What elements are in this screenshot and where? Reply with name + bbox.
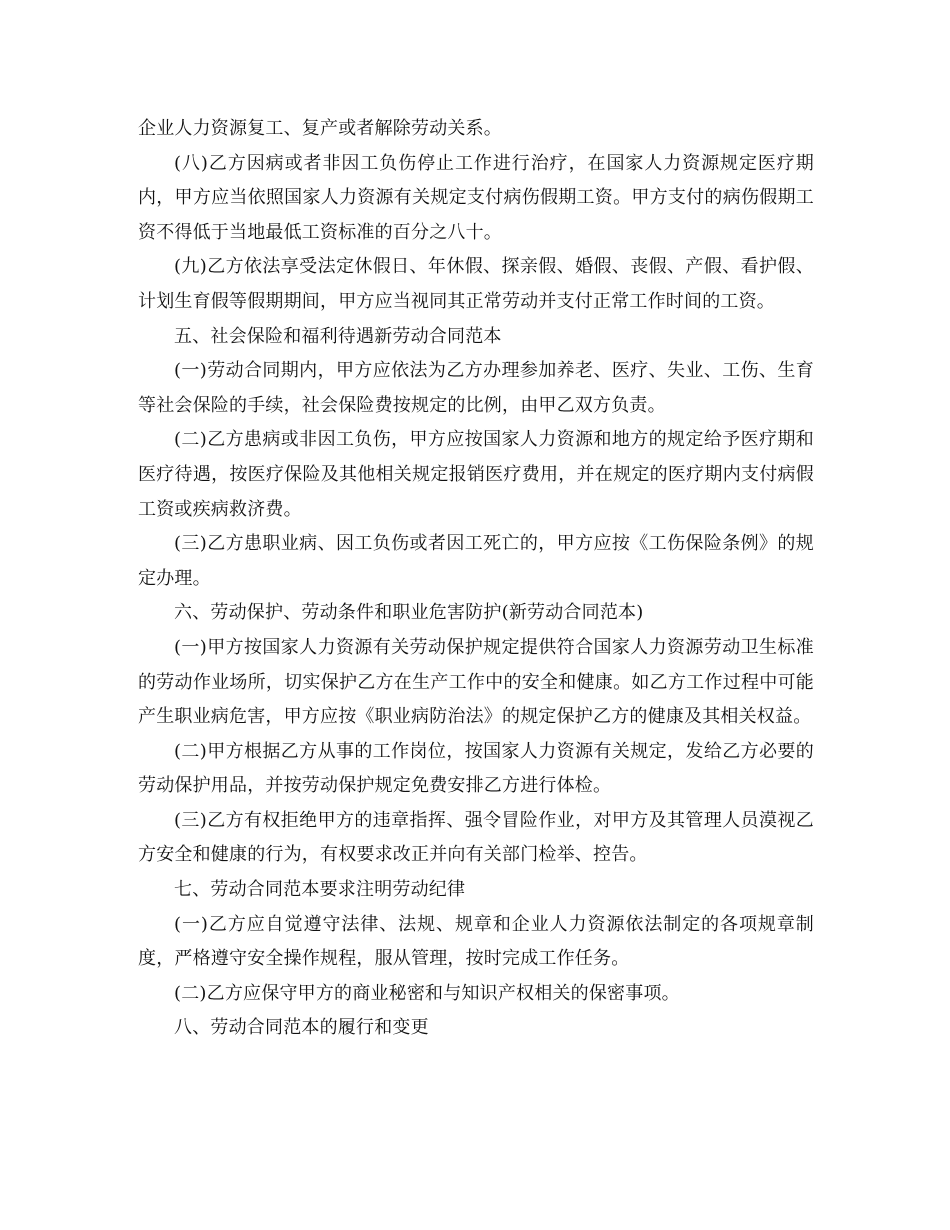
paragraph-section7-item-1: (一)乙方应自觉遵守法律、法规、规章和企业人力资源依法制定的各项规章制度，严格遵守安全操作规程，服从管理，按时完成工作任务。: [138, 913, 814, 970]
paragraph-section5-item-3: (三)乙方患职业病、因工负伤或者因工死亡的，甲方应按《工伤保险条例》的规定办理。: [138, 533, 814, 589]
paragraph-section6-item-1: (一)甲方按国家人力资源有关劳动保护规定提供符合国家人力资源劳动卫生标准的劳动作业场所，切实保护乙方在生产工作中的安全和健康。如乙方工作过程中可能产生职业病危害，甲方应按《职业病防治法》的规定保护乙方的健康及其相关权益。: [138, 636, 814, 728]
paragraph-item-9: (九)乙方依法享受法定休假日、年休假、探亲假、婚假、丧假、产假、看护假、计划生育假等假期期间，甲方应当视同其正常劳动并支付正常工作时间的工资。: [138, 256, 814, 312]
section-heading-6: 六、劳动保护、劳动条件和职业危害防护(新劳动合同范本): [174, 602, 644, 624]
paragraph-continuation: 企业人力资源复工、复产或者解除劳动关系。: [138, 118, 502, 139]
paragraph-item-8: (八)乙方因病或者非因工负伤停止工作进行治疗，在国家人力资源规定医疗期内，甲方应当依照国家人力资源有关规定支付病伤假期工资。甲方支付的病伤假期工资不得低于当地最低工资标准的百分之八十。: [138, 152, 814, 243]
section-heading-7: 七、劳动合同范本要求注明劳动纪律: [174, 879, 466, 901]
paragraph-section6-item-2: (二)甲方根据乙方从事的工作岗位，按国家人力资源有关规定，发给乙方必要的劳动保护用品，并按劳动保护规定免费安排乙方进行体检。: [138, 740, 814, 797]
section-heading-5: 五、社会保险和福利待遇新劳动合同范本: [174, 325, 502, 347]
paragraph-section5-item-2: (二)乙方患病或非因工负伤，甲方应按国家人力资源和地方的规定给予医疗期和医疗待遇，按医疗保险及其他相关规定报销医疗费用，并在规定的医疗期内支付病假工资或疾病救济费。: [138, 429, 814, 520]
document-body: [138, 112, 814, 1046]
paragraph-section5-item-1: (一)劳动合同期内，甲方应依法为乙方办理参加养老、医疗、失业、工伤、生育等社会保险的手续，社会保险费按规定的比例，由甲乙双方负责。: [138, 360, 814, 416]
paragraph-section7-item-2: (二)乙方应保守甲方的商业秘密和与知识产权相关的保密事项。: [174, 982, 680, 1004]
paragraph-section6-item-3: (三)乙方有权拒绝甲方的违章指挥、强令冒险作业，对甲方及其管理人员漠视乙方安全和健康的行为，有权要求改正并向有关部门检举、控告。: [138, 809, 814, 866]
section-heading-8: 八、劳动合同范本的履行和变更: [174, 1017, 429, 1039]
